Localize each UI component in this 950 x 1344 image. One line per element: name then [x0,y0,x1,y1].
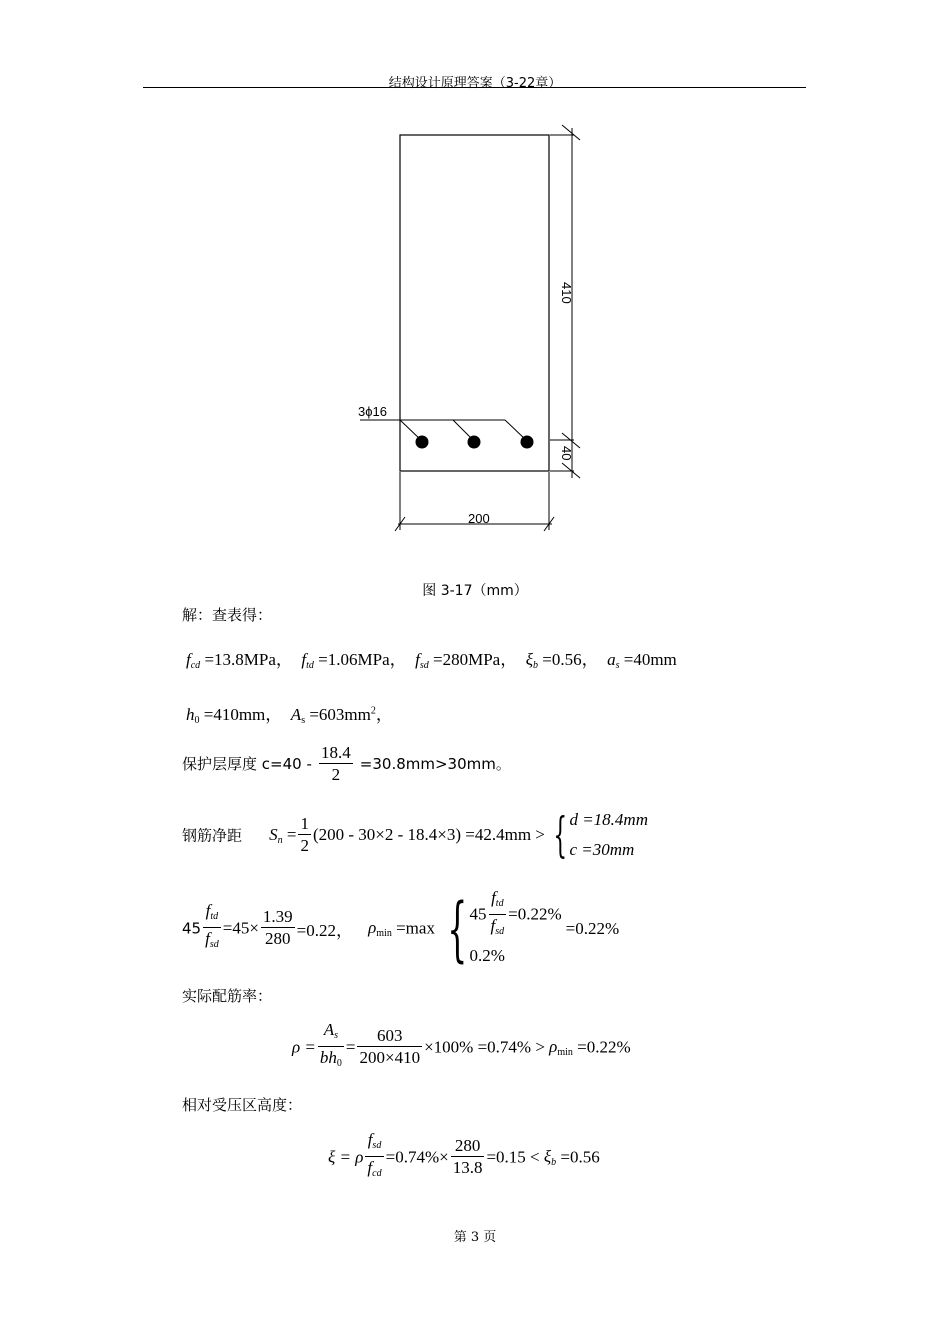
rebar-3 [521,436,534,449]
rebar-1 [416,436,429,449]
intro-text: 解：查表得： [182,606,273,624]
page-number: 第 3 页 [453,1230,497,1245]
rho-actual-line: ρ = $\frac{A_s}{bh_0}$ = $\frac{603}{200\times 410}$ $\times 100\% =0.74\% > \rho_{min} =0.22\%$ [292,1020,631,1069]
cover-line: 保护层厚度 c=40 - $\frac{18.4}{2}$ =30.8mm>30mm。 [182,743,511,784]
dim-bottom-label: 40 [559,446,574,461]
rho-min-line: 45 $\frac{f_{td}}{f_{sd}}$ =45× $\frac{1.39}{280}$ =0.22， $\rho_{min} =\max$ { 45 $\frac{f_{td}}{f_{sd}}$ =0.22% 0.2% =0.22% [182,887,620,970]
dim-width-label: 200 [468,511,490,526]
rebar-label: 3ϕ16 [358,404,387,419]
spacing-line: 钢筋净距 $S_n$ = $\frac{1}{2}$ (200 - 30×2 - 18.4×3) =42.4mm > { d =18.4mm c =30mm [182,807,648,863]
section-outline [400,135,549,471]
actual-ratio-label: 实际配筋率： [182,987,273,1005]
figure-caption: 图 3-17（mm） [422,583,528,599]
param-line-2: $h_0 =410mm$， $A_s =603mm^2$， [186,705,393,726]
rebar-2 [468,436,481,449]
page-header: 结构设计原理答案（3-22章） [388,76,562,91]
relative-height-label: 相对受压区高度： [182,1096,303,1114]
beam-section-figure [340,120,600,540]
dim-height-label: 410 [559,282,574,304]
param-line-1: $f_{cd} =13.8MPa$， $f_{td} =1.06MPa$， $f_{sd} =280MPa$， $\xi_b =0.56$， $a_s =40mm$ [186,650,677,671]
xi-line: ξ = ρ $\frac{f_{sd}}{f_{cd}}$ =0.74%× $\frac{280}{13.8}$ $=0.15 < \xi_b =0.56$ [328,1130,600,1179]
header-rule [143,87,806,88]
